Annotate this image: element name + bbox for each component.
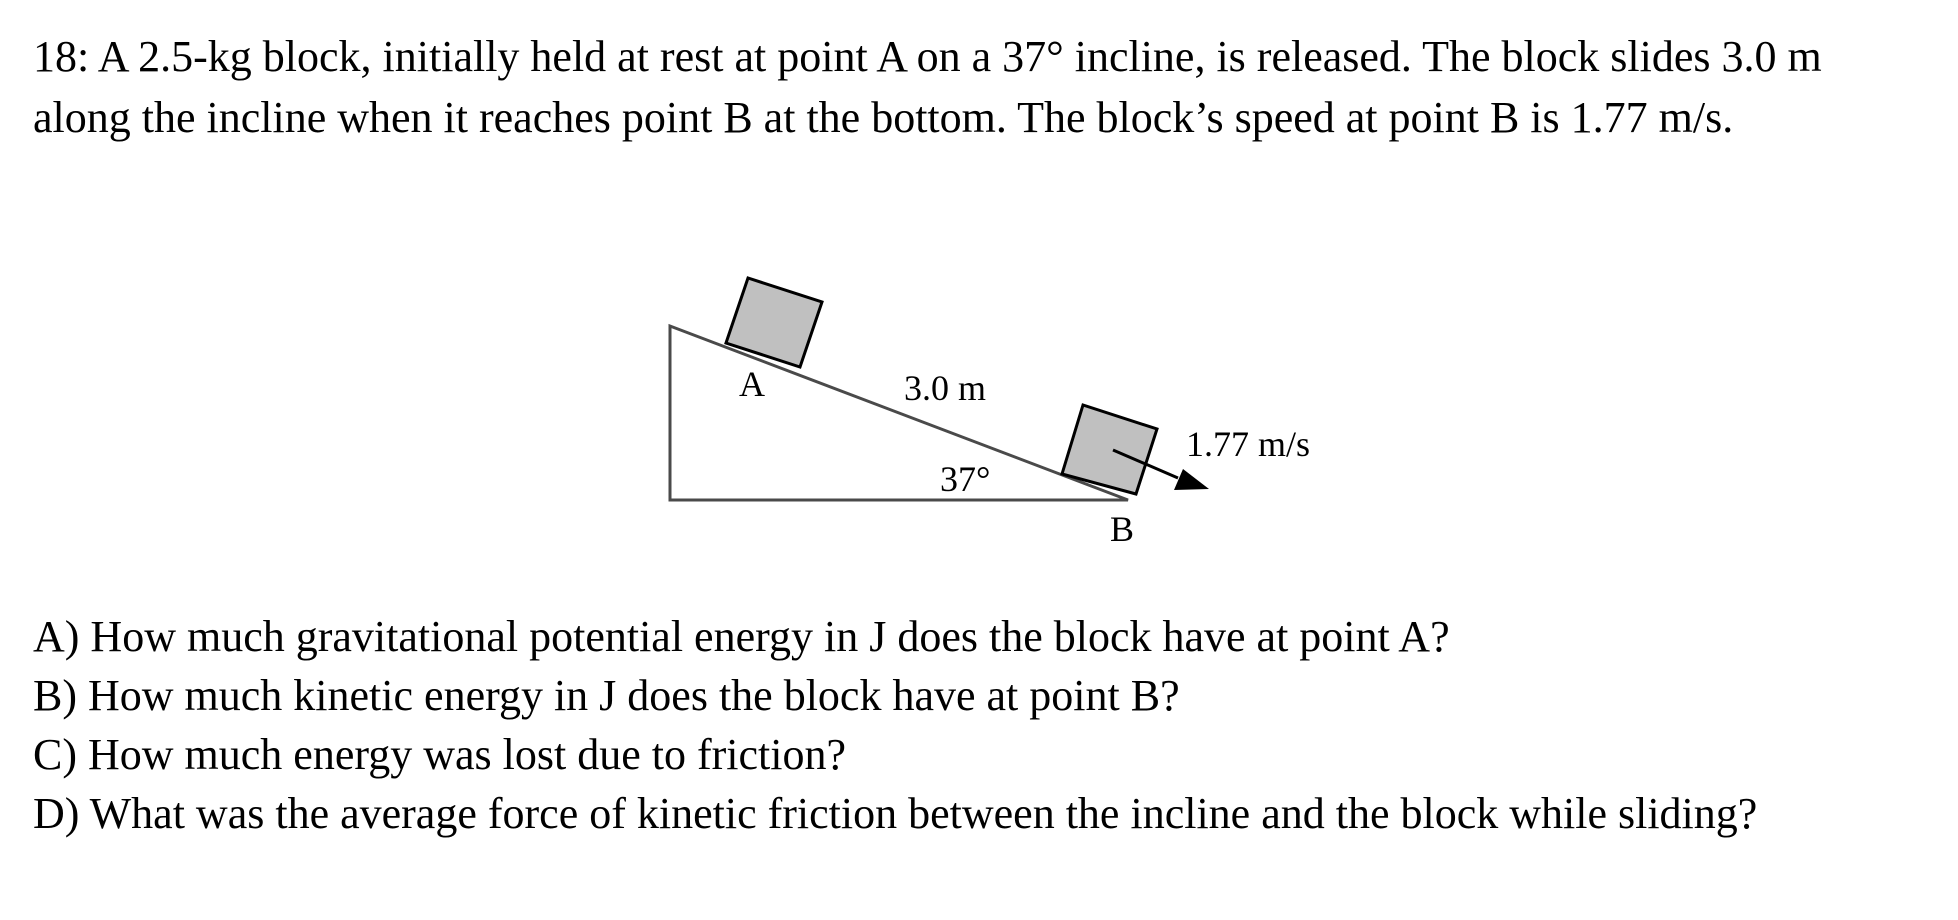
- question-c: C) How much energy was lost due to friction?: [33, 730, 847, 779]
- question-a: A) How much gravitational potential energy in J does the block have at point A?: [33, 612, 1450, 661]
- question-d: D) What was the average force of kinetic friction between the incline and the block while sliding?: [33, 789, 1758, 838]
- incline-triangle: [670, 326, 1128, 500]
- label-b: B: [1110, 509, 1135, 549]
- problem-text: 18: A 2.5-kg block, initially held at rest at point A on a 37° incline, is released. The block slides 3.0 m along the incline when it reaches point B at the bottom. The block’s speed at point B is 1.77 m/s.: [33, 32, 1822, 142]
- distance-label: 3.0 m: [904, 368, 987, 408]
- speed-label: 1.77 m/s: [1186, 424, 1311, 464]
- label-a: A: [739, 364, 765, 404]
- question-list: [33, 607, 1913, 843]
- velocity-arrowhead: [1174, 469, 1209, 490]
- question-b: B) How much kinetic energy in J does the block have at point B?: [33, 671, 1180, 720]
- angle-label: 37°: [940, 459, 991, 499]
